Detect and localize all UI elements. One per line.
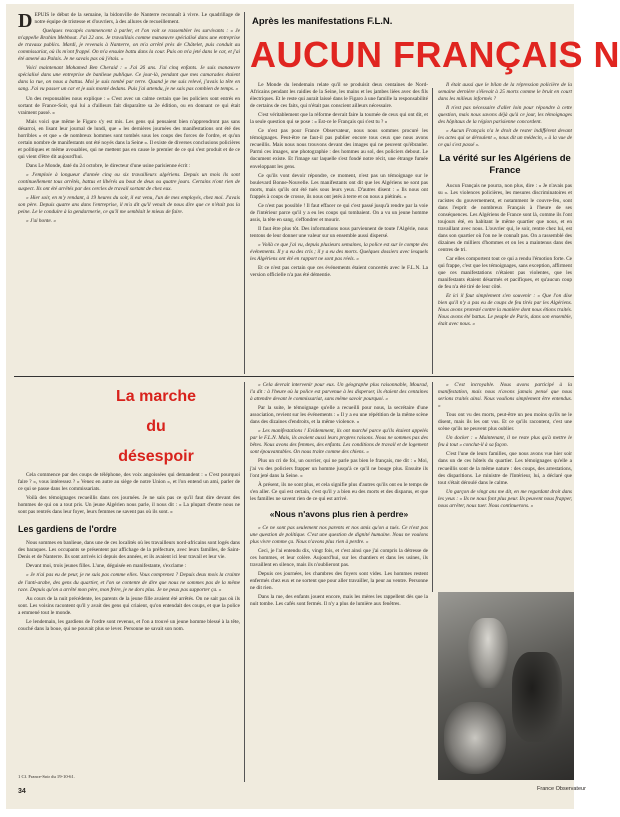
article-paragraph: Quelques rescapés commencent à parler, et l'on voit se rassembler les survivants : « Je m'appelle Brahim Mebhout. J'ai 22 ans. Je travaillais comme manœuvre spécialisé dans une entreprise de travaux publics. Mardi, je revenais à Nanterre, on m'a arrêté près de Châtelet, puis conduit au commissariat, où ils m'ont frappé. On m'a ensuite battu dans la cour. Puis on m'a jeté dans le car, et j'ai été amené au Palais. Je ne savais pas où j'étais. »: [18, 28, 240, 63]
article-paragraph: Ce n'est pas possible ! Il faut effacer ce qui c'est passé jusqu'à rendre par la voie de l'intérieur parce qu'il y a eu les coups qui tombaient. On a vu un jeune homme assis, la tête en sang, s'effondrer et mourir.: [250, 202, 428, 223]
article-paragraph: « Ce ne sont pas seulement nos parents et nos amis qu'on a tués. Ce n'est pas une question de politique. C'est une question de dignité humaine. Nous ne voulons plus vivre comme ça. Nous n'avons plus rien à perdre. »: [250, 524, 428, 545]
article-paragraph: Le Monde du lendemain relate qu'il se produisit deux centaines de Nord-Africains pendant les raidies de la Seine, les mains et les jambes liées avec des fils électriques. Et le reste qui aurait laissé dans le Figaro à une famille la responsabilité de certains de ces faits, qui n'était pas conscient ailleurs nécessaire.: [250, 82, 428, 110]
column-3-top: [438, 82, 572, 374]
article-paragraph: Nous sommes en banlieue, dans une de ces localités où les travailleurs nord-africains sont logés dans des baraques. Les occupants se présentent par affichage de la préfecture, avec leurs familles, de Saint-Denis et de Nanterre. Ils sont arrivés ici depuis des années, et ils avaient ici leur travail et leur vie.: [18, 540, 240, 561]
article-paragraph: Ceci, je l'ai entendu dix, vingt fois, et c'est ainsi que j'ai compris la détresse de ces hommes, et leur colère. Aujourd'hui, sur les chantiers et dans les usines, ils travaillent en silence, mais ils n'oublieront pas.: [250, 547, 428, 568]
section-subhead: La vérité sur les Algériens de France: [439, 153, 571, 177]
section-subhead: Les gardiens de l'ordre: [18, 524, 117, 535]
article-paragraph: « C'est incroyable. Nous avons participé à la manifestation, mais nous n'avons jamais pensé que nous serions traités ainsi. Nous voulions simplement être entendus. »: [438, 382, 572, 410]
drop-cap: D: [18, 10, 33, 32]
photo-figure: [512, 652, 562, 742]
article-paragraph: « Je n'ai pas eu de peur, je ne suis pas comme elles. Vous comprenez ? Depuis deux mois la crainte de l'anti-arabe, des gens du quartier, et l'on se contente de dire que nous ne sommes pas de la même race. Depuis qu'on a arrêté mon père, mon frère, je ne dors plus. Je ne peux pas supporter ça. »: [18, 572, 240, 593]
article-paragraph: « Aucun Français n'a le droit de rester indifférent devant les actes qui se déroulent », nous dit un médecin, « à la vue de ce qui s'est passé ».: [438, 128, 572, 149]
page-number: 34: [18, 788, 26, 795]
article-paragraph: C'est véritablement que la réforme devrait faire la tournée de ceux qui ont dit, et la seule question qui se pose : « Est-ce le Français qui s'est tu ? »: [250, 112, 428, 126]
article-paragraph: « J'ai honte. »: [26, 218, 56, 225]
article-paragraph: Il était aussi que le bilan de la répression policière de la semaine dernière s'élevait à 25 morts comme le bruit en court dans les milieux informés ?: [438, 82, 572, 103]
article-paragraph: Depuis ces journées, les chambres des foyers sont vides. Les hommes restent enfermés chez eux et ne sortent que pour aller travailler, la peur au ventre. Personne ne dit rien.: [250, 571, 428, 592]
column-2-top: [250, 82, 428, 374]
article-paragraph: Cela commence par des coups de téléphone, des voix angoissées qui demandent : « C'est pourquoi faire ? », vous intéressez ? « Venez en autre au siège de notre Union », et l'on entend un ami, parler de ce qui se passe dans les commissariats.: [18, 472, 240, 493]
photo-figure: [468, 618, 508, 688]
article-paragraph: Car elles comportent tout ce qui a rendu l'émotion forte. Ce qui frappe, c'est que les témoignages, sans exception, affirment que ces manifestations n'étaient pas violentes, que les manifestants étaient désarmés et pacifiques, et qu'aucun coup de feu n'a été tiré de leur côté.: [438, 255, 572, 291]
column-2-bottom: [250, 382, 428, 782]
column-1-top: [18, 12, 240, 374]
headline: AUCUN FRANÇAIS N: [250, 34, 620, 75]
news-photo: [438, 592, 574, 780]
article-paragraph: Voilà des témoignages recueillis dans ces journées. Je ne sais pas ce qu'il faut dire devant des hommes de qui on a tout pris. Un jeune Algérien nous parle, il nous dit : « La plupart d'entre nous ne sont pas rentrés dans leur foyer, leurs femmes ne savent pas où ils sont. »: [18, 495, 240, 516]
article-paragraph: Ce n'est pas pour France Observateur, nous nous sommes procuré les témoignages. Peut-être ne faut-il pas publier encore tous ceux que nous avons recueillis. Mais nous nous trouvons devant des images qui ne peuvent qu'ébranler. Parmi ces images, une photographie : des hommes au sol, des policiers debout. Le document existe. Et l'image sur laquelle s'est fondé notre récit, une étrange fumée enveloppant les gens.: [250, 128, 428, 170]
newspaper-page: [6, 4, 620, 809]
article-paragraph: Et ici il faut simplement s'en souvenir : « Que l'on dise bien qu'il n'y a pas eu de coups de feu tirés par les Algériens. Nous avons protesté contre la manière dont nous étions traités. Nous avons été battus. Le peuple de Paris, dans son ensemble, était avec nous. »: [438, 293, 572, 328]
article-paragraph: Un des responsables nous explique : « C'est avec un calme certain que les policiers sont entrés en sortant de France-Soir, qui lui a d'ailleurs fait disparaître sa 2e édition, ou en donnant ce qui était vraiment passé. »: [18, 95, 240, 116]
column-separator: [244, 382, 245, 782]
article-paragraph: Dans la rue, des enfants jouent encore, mais les mères les rappellent dès que la nuit tombe. Les cafés sont fermés. Il n'y a plus de lumière aux fenêtres.: [250, 594, 428, 608]
article-paragraph: « J'emploie à longueur d'année cinq ou six travailleurs algériens. Depuis un mois ils sont continuellement tous arrêtés, battus et libérés au bout de deux ou quatre jours. Certains n'ont rien de suspect. Ils ont été arrêtés par des cercles de travail sortant de chez eux.: [18, 171, 240, 193]
column-separator: [432, 88, 433, 374]
column-3-bottom: [438, 382, 572, 588]
column-separator: [244, 12, 245, 374]
article-paragraph: Et ce n'est pas certain que ces événements étaient concertés avec le F.L.N. La version officielle n'a pas été démentie.: [250, 265, 428, 279]
article-paragraph: « Cela devrait intervenir pour eux. Un géographe plus raisonnable, Mourad, l'a dit : à l'heure où la police est parvenue à les disperser, ils étaient des centaines à attendre devant le commissariat, sans même savoir pourquoi. »: [250, 382, 428, 403]
article-paragraph: Mais voici que même le Figaro s'y est mis. Les gens qui pensaient bien n'apprendront pas sans désarroi, en lisant leur journal de lundi, que « les dernières journées des manifestations ont été des horribles » et que « de nombreux hommes sont tombés sous les coups des forces de l'ordre, et qu'un certain nombre de manifestants ont été noyés dans la Seine ». Il existe de diverses conclusions policières et politiques et même avouables, qui ne mettent pas en cause le premier de ce qui s'est produit et de ce qui vient d'être dit aujourd'hui.: [18, 118, 240, 160]
publication-credit: France Observateur: [537, 786, 586, 792]
article-paragraph: Il n'est pas nécessaire d'aller loin pour répondre à cette question, mais nous savons déjà qu'à ce jour, les témoignages des hôpitaux de la région parisienne concordent.: [438, 105, 572, 126]
article-paragraph: Aucun Français ne pourra, non plus, dire : « Je n'avais pas su ». Les violences policières, les mesures discriminatoires et racistes du gouvernement, et notamment le couvre-feu, sont dans l'esprit de nombreux Français à l'heure de ses conséquences. Les Algériens de France sont là, comme ils l'ont toujours été, en habitant le même quartier que nous, et en travaillant avec nous. L'ouvrier qui, le soir, rentre chez lui, est dans son quartier où l'on ne le connaît pas. On a rassemblé des dizaines de milliers d'hommes et on les a maintenus dans des centres de tri.: [438, 183, 572, 253]
article-paragraph: Le lendemain, les gardiens de l'ordre sont revenus, et l'on a trouvé un jeune homme blessé à la tête, couché dans la boue, qui ne pouvait plus se lever. Personne ne savait son nom.: [18, 618, 240, 632]
photo-figure: [444, 702, 506, 774]
section-subhead: «Nous n'avons plus rien à perdre»: [269, 508, 409, 519]
article-paragraph: « Hier soir, en m'y rendant, à 19 heures du soir, il est venu, l'un de mes employés, chez moi. J'avais son père. Depuis quatre ans dans l'entreprise, il m'a dit qu'il venait de nous dire que ce n'était pas la peine. Le le conduire à la gendarmerie, ce qu'il me semblait le mieux de faire.: [18, 195, 240, 216]
article-paragraph: Au cours de la nuit précédente, les parents de la jeune fille avaient été arrêtés. On ne sait pas où ils sont. Les voisins racontent qu'il y avait des gens qui criaient, qu'on entendait des coups, et que la police a emmené tout le monde.: [18, 595, 240, 616]
article-paragraph: Voici maintenant Mohamed Ben Cheraid : « J'ai 26 ans. J'ai cinq enfants. Je suis manœuvre spécialisé dans une entreprise de banlieue publique. Ce jour-là, pendant que mes camarades étaient dans la rue, on nous a battus. Moi je suis tombé par terre. Quand je me suis relevé, j'avais la tête en sang. J'ai vu passer un car et je suis monté dedans. Puis j'ai attendu, je ne sais pas combien de temps. »: [18, 65, 240, 93]
article-paragraph: « Les manifestations ! Evidemment, ils ont marché parce qu'ils étaient appelés par le F.L.N. Mais, ils avaient aussi leurs propres raisons. Nous ne sommes pas des bêtes. Nous avons des femmes, des enfants. Les conditions de travail et de logement sont épouvantables. On nous traite comme des chiens. »: [250, 428, 428, 456]
article-paragraph: Plus un cri de foi, un ouvrier, qui ne parle pas bien le français, me dit : « Moi, j'ai vu des policiers frapper un homme jusqu'à ce qu'il ne bouge plus. Ensuite ils l'ont jeté dans la Seine. »: [250, 458, 428, 479]
article-paragraph: Dans Le Monde, daté du 24 octobre, le directeur d'une usine parisienne écrit :: [26, 162, 191, 169]
footnote: 1 Cf. France-Soir du 19-10-61.: [18, 774, 75, 779]
section-rule: [14, 376, 574, 377]
column-separator: [432, 382, 433, 592]
article-paragraph: Il faut être plus tôt. Des informations nous parviennent de toute l'Algérie, nous tentons de leur donner une valeur sur un ensemble aussi dispersé.: [250, 225, 428, 239]
article-paragraph: Un garçon de vingt ans me dit, en me regardant droit dans les yeux : « Ils ne nous font plus peur. Ils peuvent nous frapper, nous arrêter, nous tuer. Nous continuerons. »: [438, 488, 572, 509]
article-paragraph: Ce qu'ils vont devoir répondre, ce moment, n'est pas un témoignage sur le boulevard Bonne-Nouvelle. Les manifestants ont dit que les Algériens ne sont pas morts, mais qu'ils ont été tués sous leurs yeux. D'autres disent : « Ils nous ont frappés à coups de crosse, ils nous ont jetés à terre et on nous a piétinés. »: [250, 172, 428, 200]
column-1-bottom: [18, 472, 240, 770]
article-paragraph: À présent, ils ne sont plus, et cela signifie plus d'autres qu'ils ont eu le temps de s'en aller. Ce qui est certain, c'est qu'il y a bien eu des morts et des disparus, et que les familles ne savent rien de ce qui est arrivé.: [250, 481, 428, 502]
article-paragraph: « Voilà ce que j'ai vu, depuis plusieurs semaines, la police est sur le compte des événements. Il y a eu des cris ; il y a eu des morts. Quelques dossiers avec lesquels les Algériens ont été en rapport ne sont pas réels. »: [250, 241, 428, 263]
article-paragraph: C'est l'une de leurs familles, que nous avons vue hier soir dans un de ces hôtels du quartier. Les témoignages qu'elle a recueillis sont de la même nature : des coups, des arrestations, des disparitions. Le ministre de l'Intérieur, lui, a déclaré que tout s'était déroulé dans le calme.: [438, 451, 572, 486]
section-title-marche: La marche du désespoir: [115, 388, 197, 465]
article-paragraph: Par la suite, le témoignage qu'elle a recueilli pour nous, la secrétaire d'une association, revient sur les événements : « Il y a eu une répétition de la même scène dans des dizaines d'endroits, et la même violence. »: [250, 405, 428, 426]
article-paragraph: Devant moi, trois jeunes filles. L'une, déguisée en manifestante, s'exclame :: [26, 563, 187, 570]
kicker: Après les manifestations F.L.N.: [252, 16, 393, 27]
article-paragraph: Tous ont vu des morts, peut-être un peu moins qu'ils ne le disent, mais ils les ont vus. Et ce qu'ils racontent, c'est une scène qu'ils ne peuvent plus oublier.: [438, 412, 572, 433]
article-paragraph: DEPUIS le début de la semaine, la bidonville de Nanterre reconnaît à vivre. Le quadrillage de notre équipe de tristesse et d'ouvriers, à des allures de recueillement.: [18, 10, 240, 32]
article-paragraph: Un docker : « Maintenant, il ne reste plus qu'à mettre le feu à tout » conclut-il à sa façon.: [438, 435, 572, 449]
